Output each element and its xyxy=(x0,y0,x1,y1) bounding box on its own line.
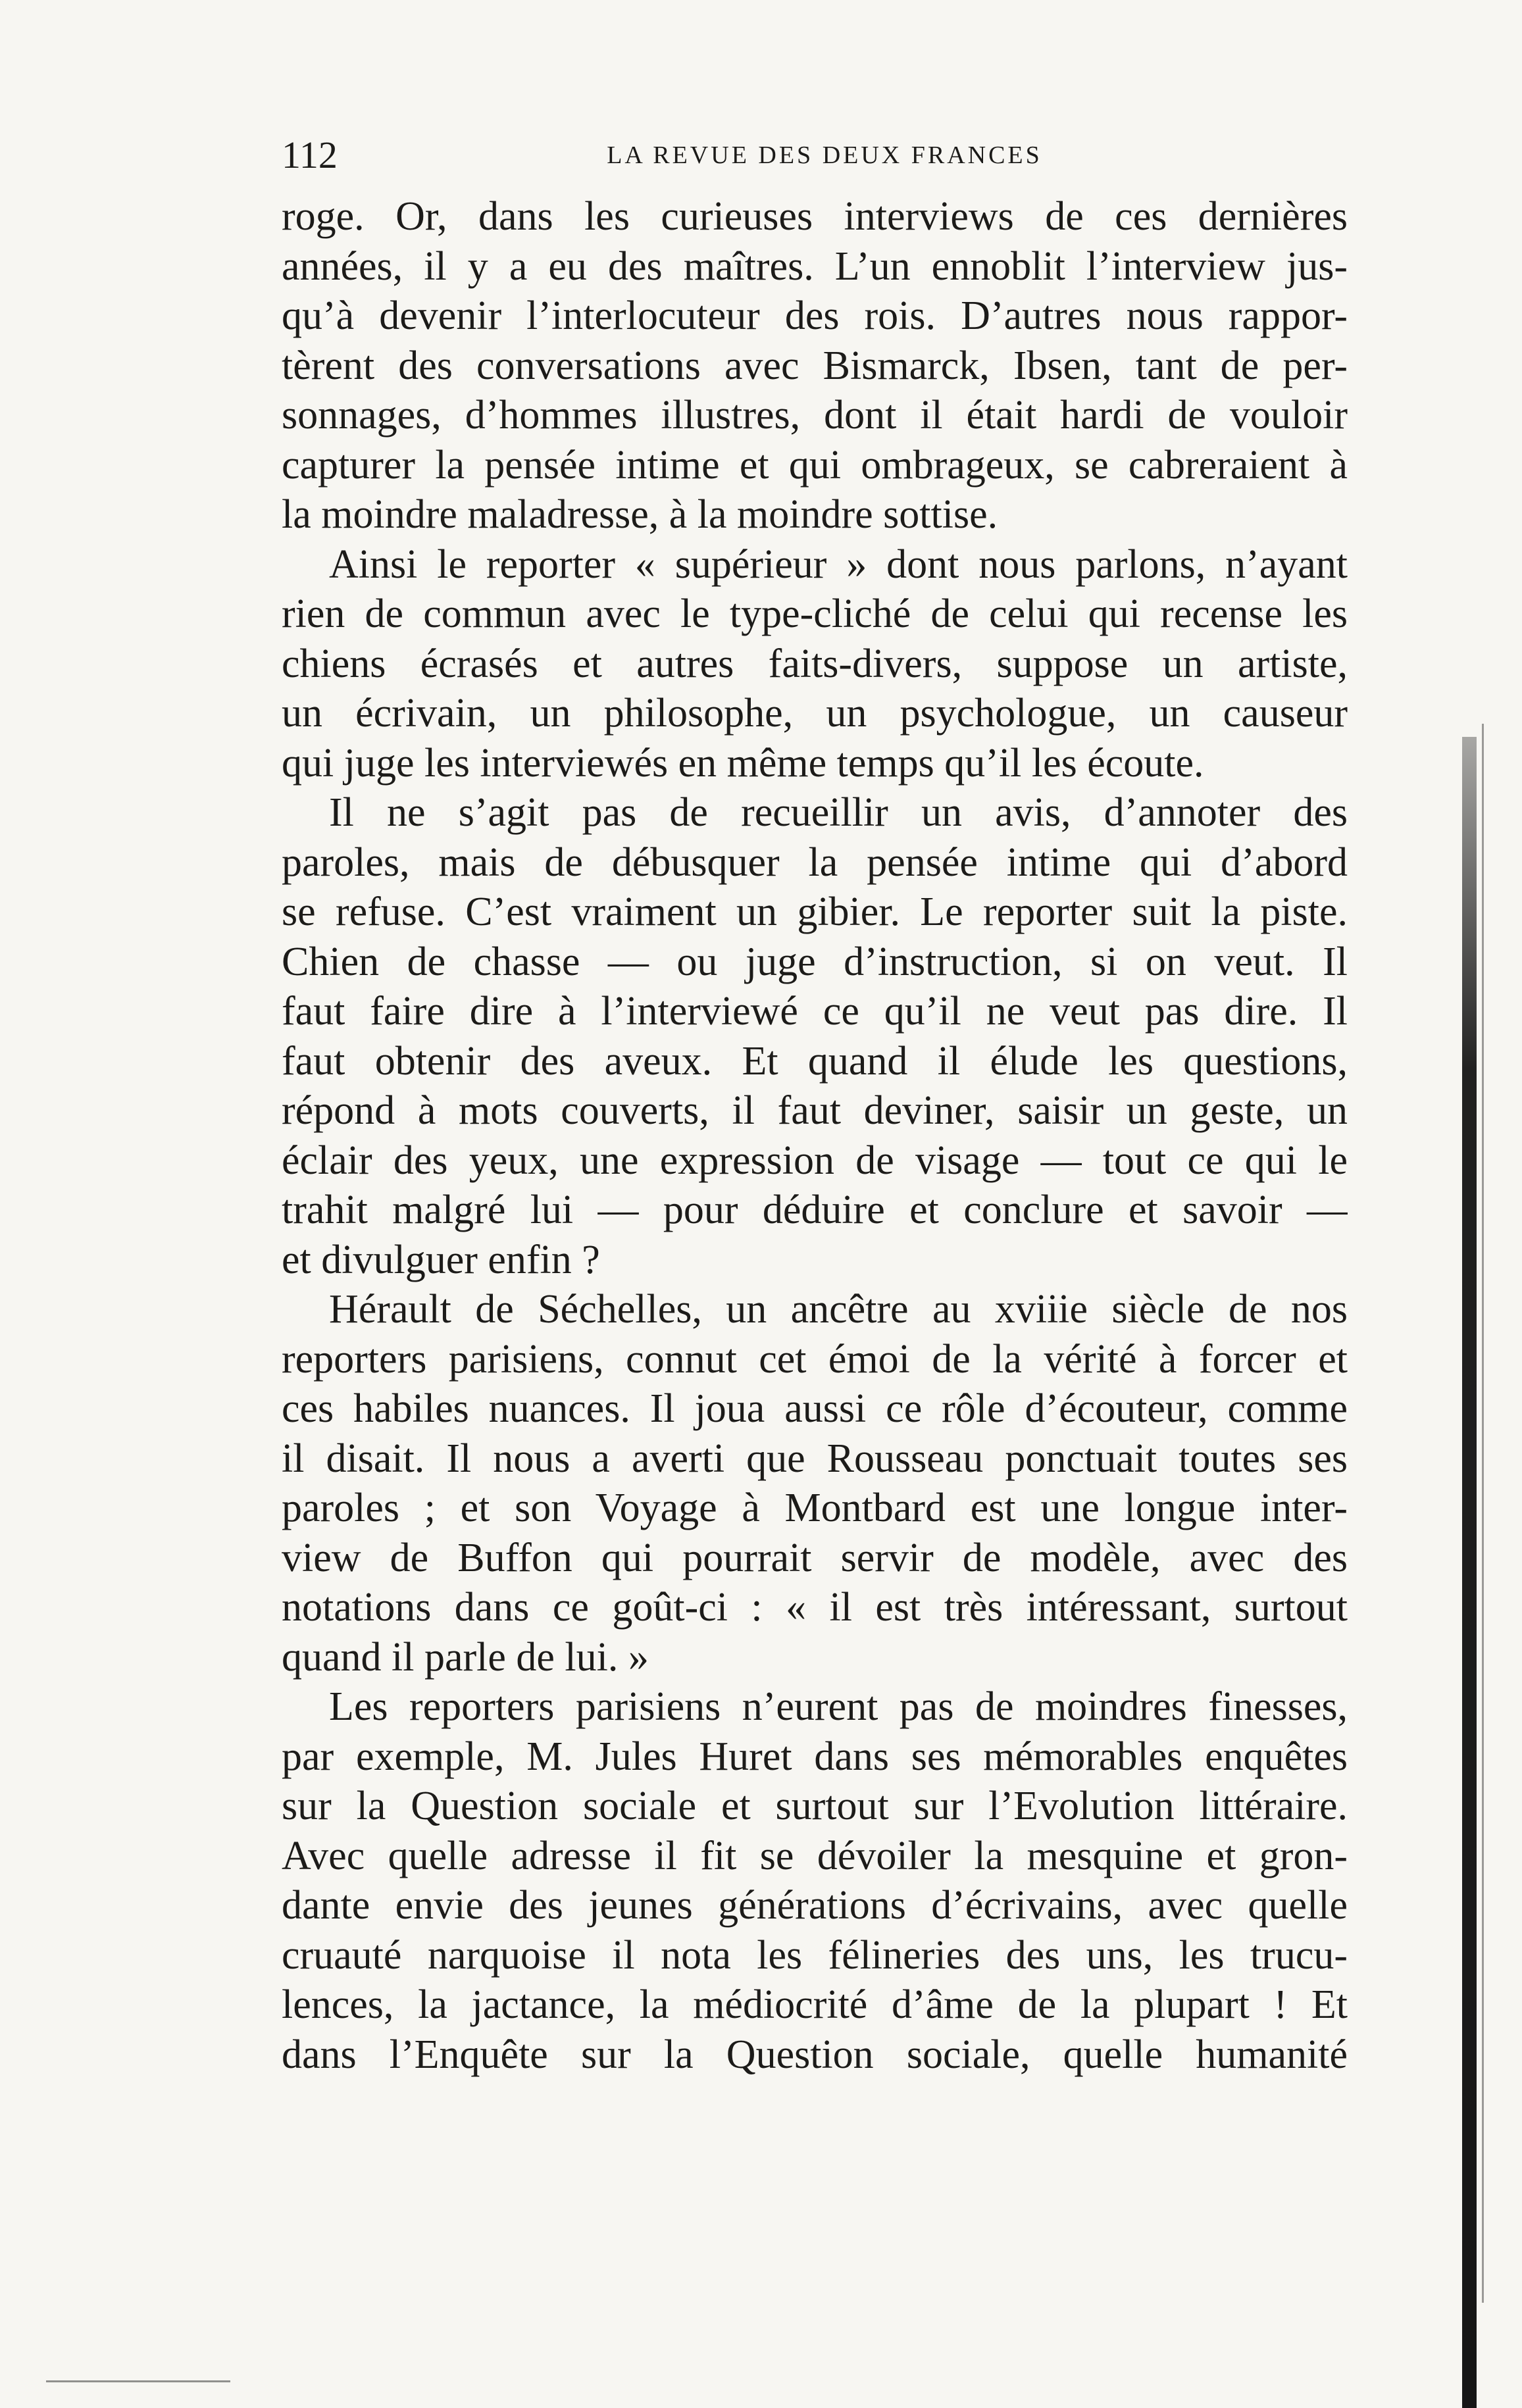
text-line: cruauté narquoise il nota les félineries des uns, les trucu- xyxy=(282,1932,1348,1978)
page-header xyxy=(282,129,1348,182)
text-line: chiens écrasés et autres faits-divers, suppose un artiste, xyxy=(282,641,1348,686)
text-line: quand il parle de lui. » xyxy=(282,1634,649,1680)
text-line: tèrent des conversations avec Bismarck, Ibsen, tant de per- xyxy=(282,343,1348,388)
text-line: paroles, mais de débusquer la pensée intime qui d’abord xyxy=(282,840,1348,885)
running-title: LA REVUE DES DEUX FRANCES xyxy=(607,141,1042,169)
page-edge-shadow xyxy=(1462,737,1477,2408)
text-line: rien de commun avec le type-cliché de celui qui recense les xyxy=(282,591,1348,636)
text-line: lences, la jactance, la médiocrité d’âme de la plupart ! Et xyxy=(282,1982,1348,2027)
text-line: Avec quelle adresse il fit se dévoiler la mesquine et gron- xyxy=(282,1833,1348,1878)
text-line: éclair des yeux, une expression de visage — tout ce qui le xyxy=(282,1138,1348,1183)
text-line: et divulguer enfin ? xyxy=(282,1237,600,1282)
text-line: faut obtenir des aveux. Et quand il élude les questions, xyxy=(282,1038,1348,1084)
text-line: capturer la pensée intime et qui ombrageux, se cabreraient à xyxy=(282,442,1348,488)
text-line: la moindre maladresse, à la moindre sottise. xyxy=(282,492,998,537)
text-line: paroles ; et son Voyage à Montbard est une longue inter- xyxy=(282,1486,1348,1530)
text-line: view de Buffon qui pourrait servir de modèle, avec des xyxy=(282,1535,1348,1580)
text-line: qu’à devenir l’interlocuteur des rois. D’autres nous rappor- xyxy=(282,293,1348,338)
text-line: reporters parisiens, connut cet émoi de la vérité à forcer et xyxy=(282,1336,1348,1382)
text-line: trahit malgré lui — pour déduire et conclure et savoir — xyxy=(282,1188,1348,1232)
text-line: années, il y a eu des maîtres. L’un ennoblit l’interview jus- xyxy=(282,243,1348,289)
text-line: par exemple, M. Jules Huret dans ses mémorables enquêtes xyxy=(282,1734,1348,1779)
text-line: Chien de chasse — ou juge d’instruction, si on veut. Il xyxy=(282,939,1348,984)
text-line: Les reporters parisiens n’eurent pas de moindres finesses, xyxy=(329,1684,1348,1729)
page-number: 112 xyxy=(282,134,338,176)
text-line: qui juge les interviewés en même temps qu’il les écoute. xyxy=(282,740,1204,786)
text-line: sonnages, d’hommes illustres, dont il était hardi de vouloir xyxy=(282,393,1348,438)
text-line: se refuse. C’est vraiment un gibier. Le reporter suit la piste. xyxy=(282,890,1348,934)
text-line: ces habiles nuances. Il joua aussi ce rôle d’écouteur, comme xyxy=(282,1386,1348,1431)
text-line: faut faire dire à l’interviewé ce qu’il ne veut pas dire. Il xyxy=(282,989,1348,1034)
body-text xyxy=(282,192,1348,2080)
text-line: répond à mots couverts, il faut deviner, saisir un geste, un xyxy=(282,1088,1348,1133)
text-line: roge. Or, dans les curieuses interviews de ces dernières xyxy=(282,194,1348,239)
text-line: sur la Question sociale et surtout sur l’Evolution littéraire. xyxy=(282,1784,1348,1828)
text-line: dante envie des jeunes générations d’écrivains, avec quelle xyxy=(282,1883,1348,1928)
text-line: dans l’Enquête sur la Question sociale, quelle humanité xyxy=(282,2032,1348,2077)
bottom-rule xyxy=(46,2380,230,2382)
text-line: notations dans ce goût-ci : « il est très intéressant, surtout xyxy=(282,1585,1348,1630)
text-line: Ainsi le reporter « supérieur » dont nous parlons, n’ayant xyxy=(329,541,1348,587)
text-line: Hérault de Séchelles, un ancêtre au xviiie siècle de nos xyxy=(329,1287,1348,1332)
page-edge-line xyxy=(1482,724,1484,2303)
text-line: un écrivain, un philosophe, un psychologue, un causeur xyxy=(282,691,1348,736)
text-line: il disait. Il nous a averti que Rousseau ponctuait toutes ses xyxy=(282,1436,1348,1481)
text-line: Il ne s’agit pas de recueillir un avis, d’annoter des xyxy=(329,790,1348,835)
